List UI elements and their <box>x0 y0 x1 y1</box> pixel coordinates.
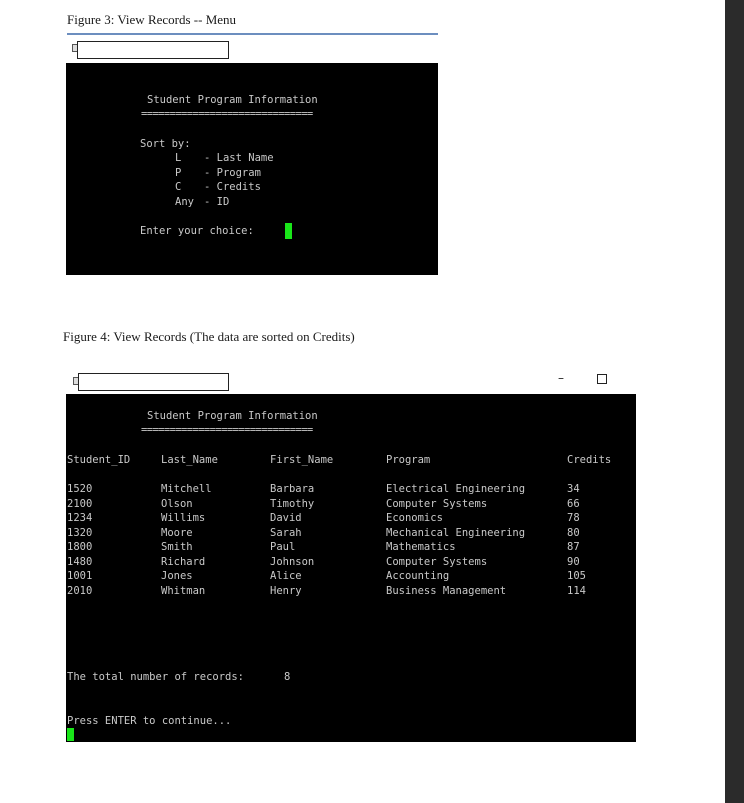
cell-credits: 80 <box>567 526 580 539</box>
cell-first-name: Paul <box>270 541 296 553</box>
cell-last-name: Smith <box>161 541 193 553</box>
option-label: - Credits <box>204 181 261 193</box>
window-title-box <box>78 373 229 391</box>
choice-prompt: Enter your choice: <box>140 225 254 237</box>
text-cursor[interactable] <box>67 728 74 741</box>
cell-last-name: Willims <box>161 512 206 524</box>
cell-program: Mathematics <box>386 541 456 553</box>
cell-credits: 87 <box>567 541 580 553</box>
cell-last-name: Olson <box>161 497 193 510</box>
cell-student-id: 1800 <box>67 541 93 553</box>
cell-student-id: 1320 <box>67 526 93 539</box>
cell-student-id: 1520 <box>67 483 93 495</box>
cell-last-name: Mitchell <box>161 483 212 495</box>
cell-last-name: Whitman <box>161 584 206 597</box>
cell-first-name: Henry <box>270 584 302 597</box>
cell-program: Electrical Engineering <box>386 483 526 495</box>
sort-label: Sort by: <box>140 138 191 150</box>
cell-student-id: 2100 <box>67 497 93 510</box>
figure3-caption: Figure 3: View Records -- Menu <box>67 12 237 27</box>
cell-credits: 66 <box>567 497 580 510</box>
cell-credits: 105 <box>567 570 586 582</box>
cell-first-name: Timothy <box>270 497 315 510</box>
heading-underline: ============================== <box>141 108 313 120</box>
cell-program: Mechanical Engineering <box>386 526 526 539</box>
option-label: - Last Name <box>204 152 274 164</box>
caption-rule <box>67 33 438 35</box>
cell-student-id: 1234 <box>67 512 93 524</box>
cell-first-name: Johnson <box>270 555 315 568</box>
cell-credits: 114 <box>567 584 586 597</box>
total-records-label: The total number of records: <box>67 671 245 683</box>
cell-student-id: 2010 <box>67 584 93 597</box>
terminal-heading: Student Program Information <box>147 410 318 422</box>
cell-program: Computer Systems <box>386 555 488 568</box>
terminal-heading: Student Program Information <box>147 94 318 106</box>
minimize-button[interactable]: – <box>558 371 564 385</box>
cell-last-name: Richard <box>161 555 206 568</box>
cell-first-name: David <box>270 512 302 524</box>
cell-first-name: Barbara <box>270 483 315 495</box>
column-header-last-name: Last_Name <box>161 454 218 466</box>
cell-program: Accounting <box>386 570 450 582</box>
cell-last-name: Jones <box>161 570 193 582</box>
option-key: P <box>175 167 182 179</box>
cell-student-id: 1480 <box>67 555 93 568</box>
cell-credits: 78 <box>567 512 580 524</box>
option-key: L <box>175 152 182 164</box>
text-cursor[interactable] <box>285 223 292 239</box>
menu-terminal <box>66 63 438 275</box>
cell-program: Economics <box>386 512 443 524</box>
maximize-button[interactable] <box>597 374 607 384</box>
option-key: Any <box>175 196 194 208</box>
cell-program: Computer Systems <box>386 497 488 510</box>
total-records-value: 8 <box>284 671 291 683</box>
cell-student-id: 1001 <box>67 570 93 582</box>
viewer-scroll-edge <box>725 0 744 803</box>
heading-underline: ============================== <box>141 424 313 436</box>
column-header-first-name: First_Name <box>270 454 334 466</box>
cell-first-name: Alice <box>270 570 302 582</box>
column-header-program: Program <box>386 454 431 466</box>
figure4-caption: Figure 4: View Records (The data are sorted on Credits) <box>63 329 355 344</box>
cell-credits: 90 <box>567 555 580 568</box>
cell-last-name: Moore <box>161 526 193 539</box>
records-terminal <box>66 394 636 742</box>
window-title-box <box>77 41 229 59</box>
column-header-student-id: Student_ID <box>67 454 131 466</box>
option-label: - ID <box>204 196 230 208</box>
option-label: - Program <box>204 167 261 179</box>
cell-credits: 34 <box>567 483 580 495</box>
option-key: C <box>175 181 182 193</box>
column-header-credits: Credits <box>567 454 612 466</box>
cell-first-name: Sarah <box>270 526 302 539</box>
continue-prompt: Press ENTER to continue... <box>67 715 232 727</box>
cell-program: Business Management <box>386 584 507 597</box>
